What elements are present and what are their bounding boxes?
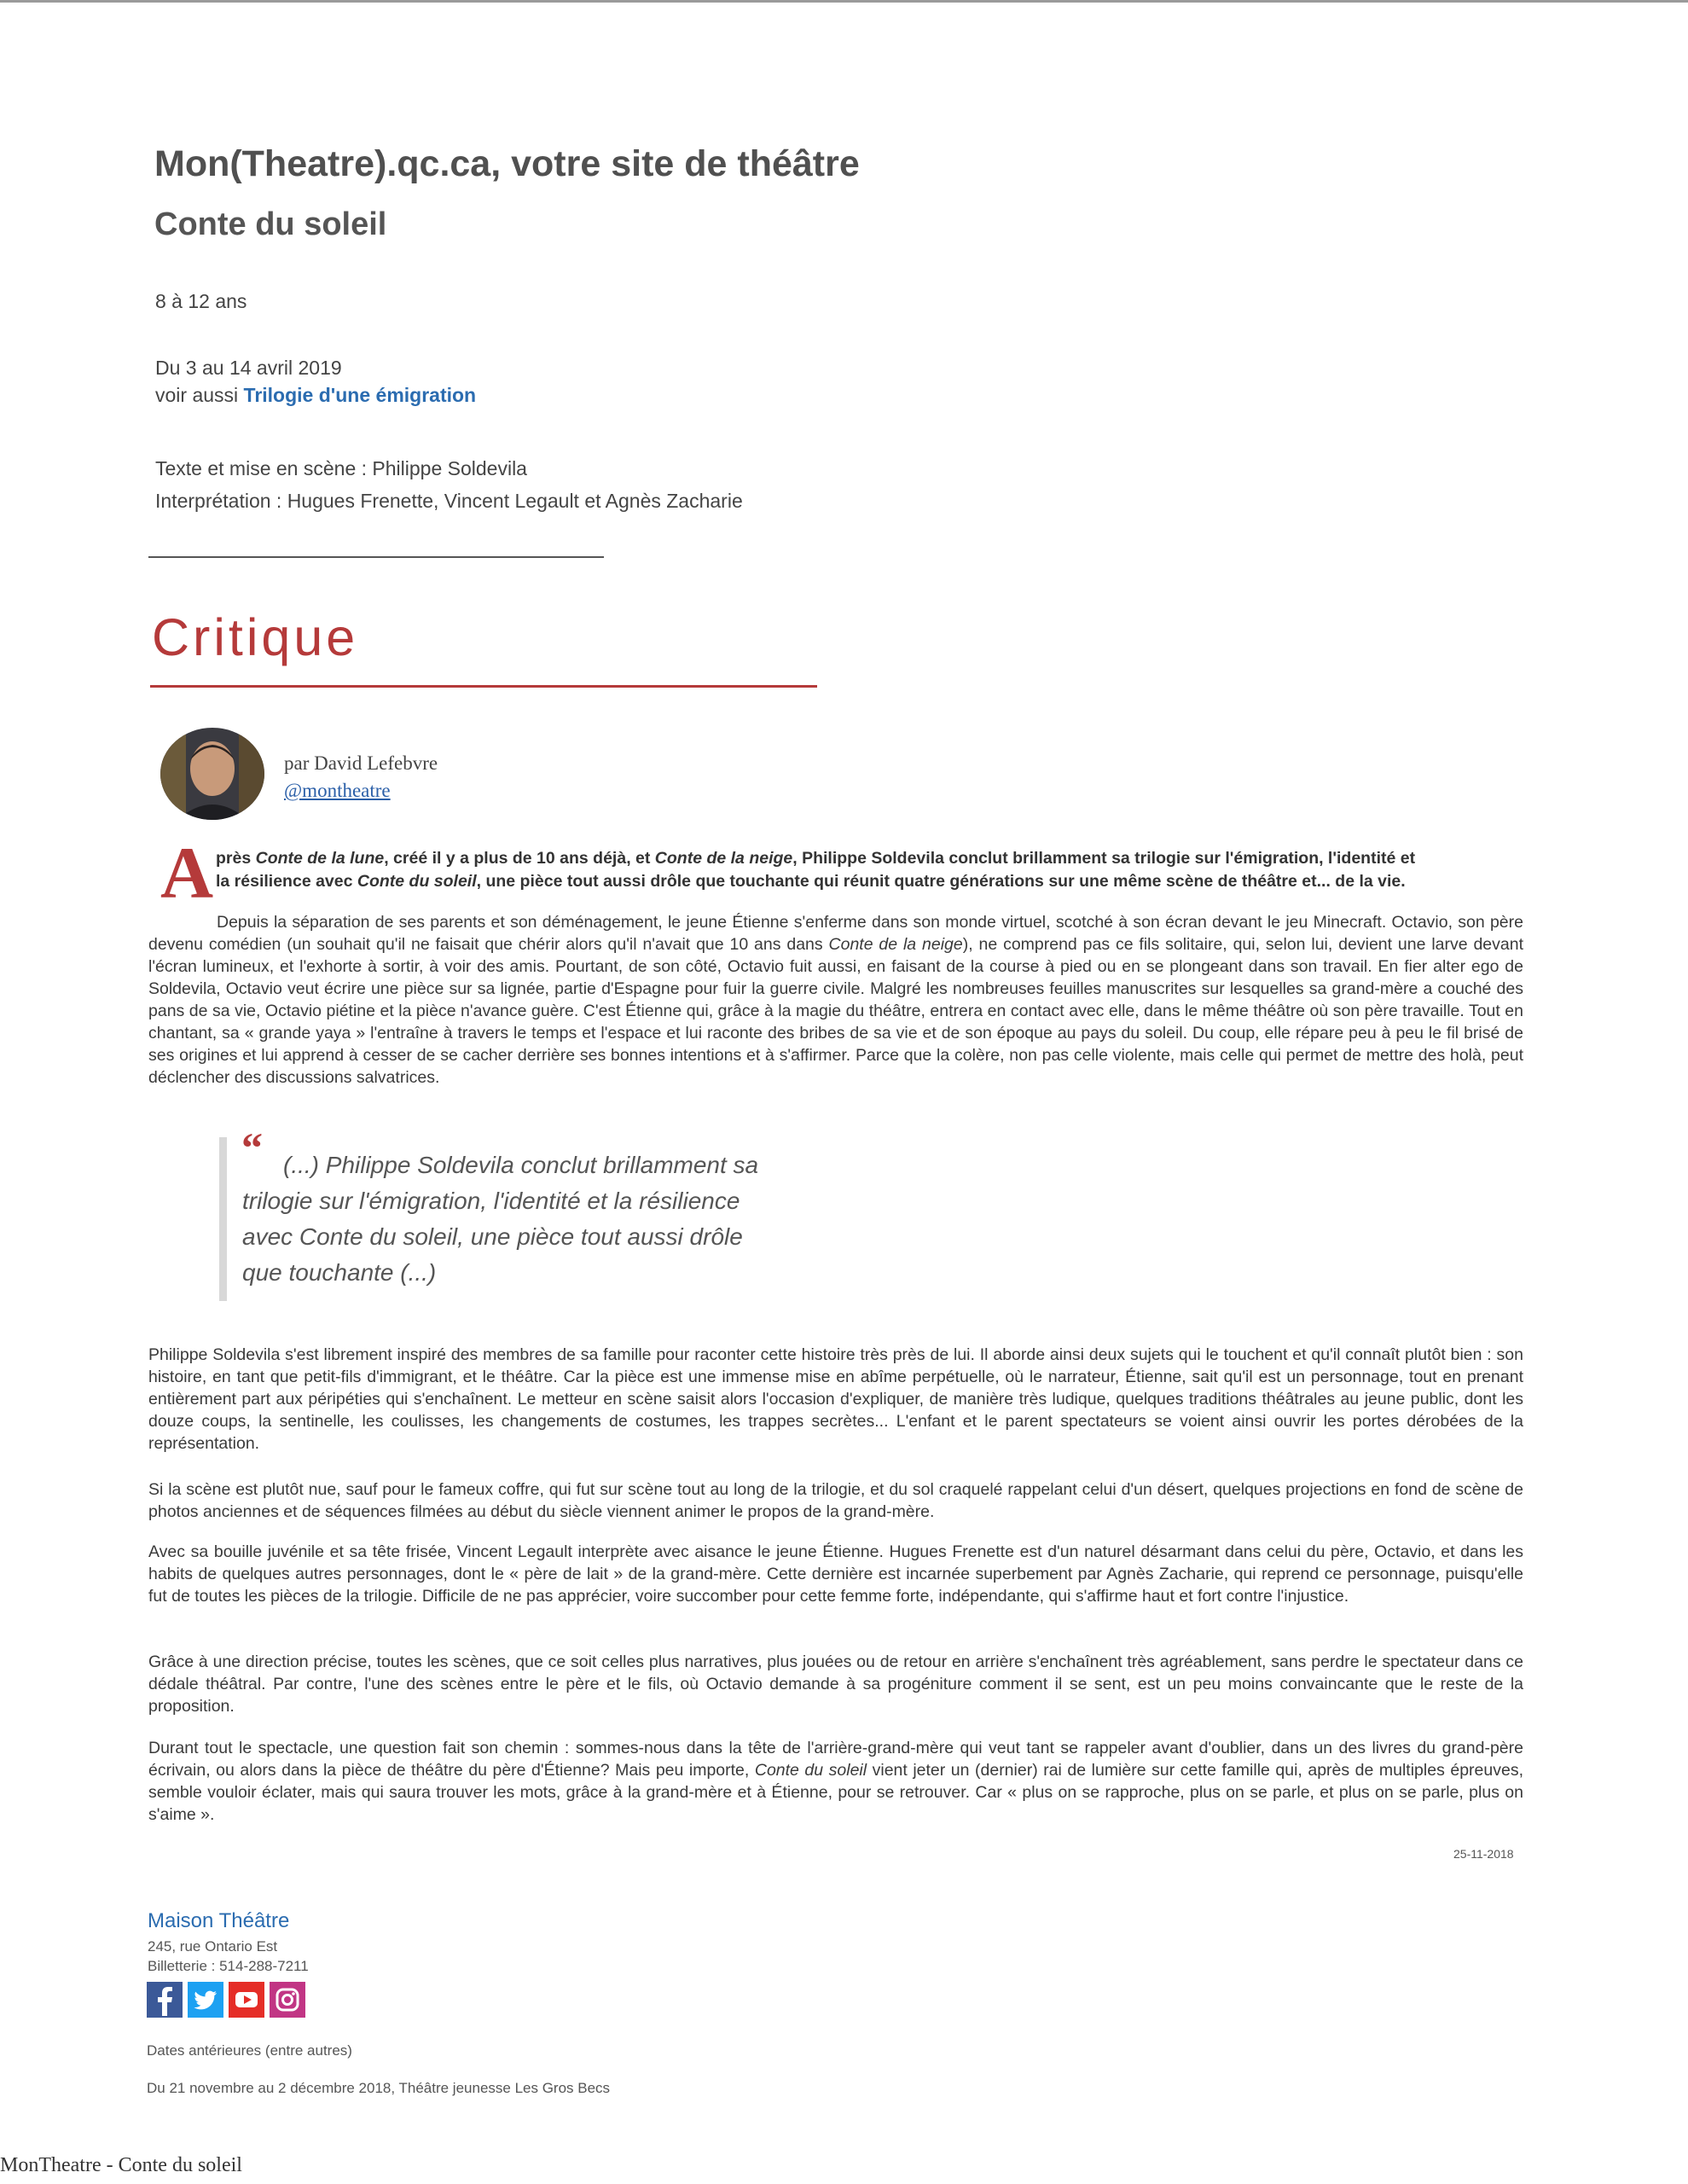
youtube-icon[interactable] <box>229 1982 264 2018</box>
pullquote-bar <box>219 1137 227 1301</box>
instagram-icon[interactable] <box>270 1982 305 2018</box>
credits <box>155 452 743 517</box>
age-range: 8 à 12 ans <box>155 290 247 312</box>
social-links <box>147 1982 305 2018</box>
previous-date-item: Du 21 novembre au 2 décembre 2018, Théâtre jeunesse Les Gros Becs <box>147 2080 611 2096</box>
article-paragraph: Philippe Soldevila s'est librement inspiré des membres de sa famille pour raconter cette histoire très près de lui. Il aborde ainsi deux sujets qui le touchent et qu'il connaît plutôt bien : son histoire, en tant que petit-fils d'immigrant, et le théâtre. Car la pièce est une immense mise en abîme perpétuelle, où le narrateur, Étienne, sait qu'il est un personnage, tout en prenant entièrement part aux péripéties qui s'enchaînent. Le metteur en scène saisit alors l'occasion d'expliquer, de manière très ludique, quelques traditions théâtrales au jeune public, dont les douze coups, la sentinelle, les coulisses, les changements de costumes, les trappes secrètes... L'enfant et le parent spectateurs se voient ainsi ouvrir les portes dérobées de la représentation. <box>148 1345 1523 1453</box>
see-also-link[interactable]: Trilogie d'une émigration <box>243 384 477 406</box>
pullquote: (...) Philippe Soldevila conclut brillamment sa trilogie sur l'émigration, l'identité et la résilience avec Conte du soleil, une pièce tout aussi drôle que touchante (...) <box>242 1152 759 1286</box>
see-also <box>155 384 476 407</box>
page-footer: MonTheatre - Conte du soleil <box>0 2154 242 2176</box>
article-paragraph: Durant tout le spectacle, une question fait son chemin : sommes-nous dans la tête de l'arrière-grand-mère qui veut tant se rappeler avant d'oublier, dans un des livres du grand-père écrivain, ou alors dans la pièce de théâtre du père d'Étienne? Mais peu importe, Conte du soleil vient jeter un (dernier) rai de lumière sur cette famille qui, après de multiples épreuves, semble vouloir éclater, mais qui saura trouver les mots, grâce à la grand-mère et à Étienne, pour se retrouver. Car « plus on se rapproche, plus on se parle, et plus on se parle, plus on s'aime ». <box>148 1739 1523 1824</box>
credit-direction: Texte et mise en scène : Philippe Soldevila <box>155 457 527 479</box>
critique-underline <box>150 685 817 688</box>
show-dates: Du 3 au 14 avril 2019 <box>155 357 342 379</box>
facebook-icon[interactable] <box>147 1982 183 2018</box>
section-divider <box>148 556 604 558</box>
author-byline: par David Lefebvre <box>284 752 438 774</box>
article-date: 25-11-2018 <box>1453 1847 1514 1861</box>
critique-heading: Critique <box>152 608 359 666</box>
top-rule <box>0 0 1688 3</box>
author-handle-link[interactable]: @montheatre <box>284 780 391 801</box>
see-also-prefix: voir aussi <box>155 384 239 406</box>
lead-line-2: la résilience avec Conte du soleil, une pièce tout aussi drôle que touchante qui réunit quatre générations sur une même scène de théâtre et... de la vie. <box>216 872 1406 891</box>
venue-name-link[interactable]: Maison Théâtre <box>148 1909 290 1932</box>
drop-cap: A <box>160 832 214 914</box>
show-title: Conte du soleil <box>154 206 387 242</box>
quote-mark-icon: “ <box>241 1124 263 1171</box>
credit-cast: Interprétation : Hugues Frenette, Vincent Legault et Agnès Zacharie <box>155 490 743 512</box>
venue-address: 245, rue Ontario Est <box>148 1938 278 1955</box>
twitter-icon[interactable] <box>188 1982 223 2018</box>
article-paragraph: Depuis la séparation de ses parents et son déménagement, le jeune Étienne s'enferme dans son monde virtuel, scotché à son écran devant le jeu Minecraft. Octavio, son père devenu comédien (un souhait qu'il ne faisait que chérir alors qu'il n'avait que 10 ans dans Conte de la neige), ne comprend pas ce fils solitaire, qui, selon lui, devient une larve devant l'écran lumineux, et l'exhorte à sortir, à voir des amis. Pourtant, de son côté, Octavio fuit aussi, en faisant de la course à pied ou en se plongeant dans son travail. En fier alter ego de Soldevila, Octavio veut écrire une pièce sur sa lignée, partie d'Espagne pour fuir la guerre civile. Malgré les nombreuses feuilles manuscrites sur lesquelles sa grand-mère a couché des pans de sa vie, Octavio piétine et la pièce n'avance guère. C'est Étienne qui, grâce à la magie du théâtre, entrera en contact avec elle, dans le même théâtre où son père travaille. Tout en chantant, sa « grande yaya » l'entraîne à travers le temps et l'espace et lui raconte des bribes de sa vie et de son époque au pays du soleil. Du coup, elle répare peu à peu le fil brisé de ses origines et lui apprend à cesser de se cacher derrière ses bonnes intentions et à s'affirmer. Parce que la colère, non pas celle violente, mais celle qui permet de mettre des holà, peut déclencher des discussions salvatrices. <box>148 913 1524 1087</box>
author-avatar <box>160 728 264 820</box>
previous-dates-label: Dates antérieures (entre autres) <box>147 2042 352 2059</box>
article-paragraph: Si la scène est plutôt nue, sauf pour le fameux coffre, qui fut sur scène tout au long de la trilogie, et du sol craquelé rappelant celui d'un désert, quelques projections en fond de scène de photos anciennes et de séquences filmées au début du siècle viennent animer le propos de la grand-mère. <box>148 1480 1523 1521</box>
site-title: Mon(Theatre).qc.ca, votre site de théâtre <box>154 143 860 184</box>
article-paragraph: Grâce à une direction précise, toutes les scènes, que ce soit celles plus narratives, plus jouées ou de retour en arrière s'enchaînent très agréablement, sans perdre le spectateur dans ce dédale théâtral. Par contre, l'une des scènes entre le père et le fils, où Octavio demande à sa progéniture comment il se sent, est un peu moins convaincante que le reste de la proposition. <box>148 1653 1523 1716</box>
venue-tickets: Billetterie : 514-288-7211 <box>148 1958 309 1974</box>
lead-line-1: près Conte de la lune, créé il y a plus de 10 ans déjà, et Conte de la neige, Philippe Soldevila conclut brillamment sa trilogie sur l'émigration, l'identité et <box>216 849 1416 868</box>
article-paragraph: Avec sa bouille juvénile et sa tête frisée, Vincent Legault interprète avec aisance le jeune Étienne. Hugues Frenette est d'un naturel désarmant dans celui du père, Octavio, et dans les habits de quelques autres personnages, dont le « père de lait » de la grand-mère. Cette dernière est incarnée superbement par Agnès Zacharie, qui reprend ce personnage, puisqu'elle fut de toutes les pièces de la trilogie. Difficile de ne pas apprécier, voire succomber pour cette femme forte, indépendante, qui s'affirme haut et fort contre l'injustice. <box>148 1542 1523 1606</box>
